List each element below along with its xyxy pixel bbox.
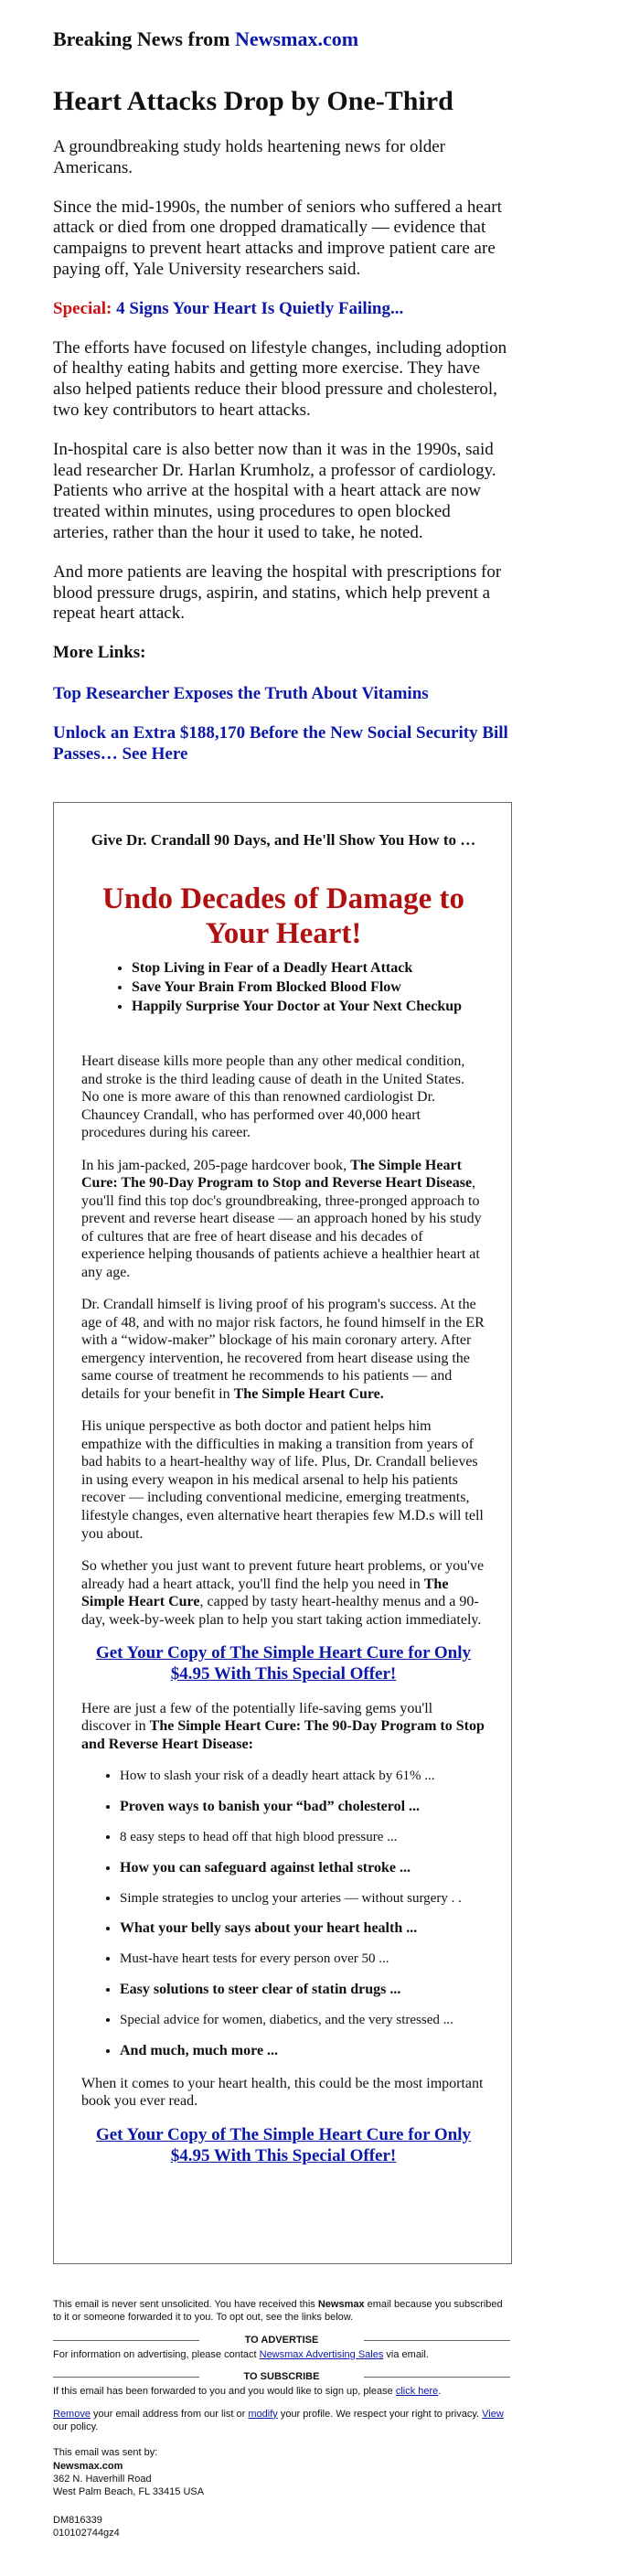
- promo-text: In his jam-packed, 205-page hardcover book,: [81, 1157, 351, 1173]
- footer-text: your email address from our list or: [90, 2408, 249, 2420]
- promo-text: , capped by tasty heart-healthy menus and a 90-day, week-by-week plan to help you start taking action immediately.: [81, 1594, 482, 1628]
- footer-text: via email.: [383, 2348, 429, 2360]
- book-title: The Simple Heart Cure: [81, 1576, 449, 1610]
- gems-list: [81, 1768, 485, 2060]
- article-paragraph-5: And more patients are leaving the hospital with prescriptions for blood pressure drugs, aspirin, and statins, which help prevent a repeat heart attack.: [53, 561, 502, 624]
- view-policy-link[interactable]: View: [482, 2408, 504, 2420]
- sent-by-label: This email was sent by:: [53, 2447, 158, 2459]
- promo-text: , you'll find this top doc's groundbreaking, three-pronged approach to prevent and reverse heart disease — an approach honed by his study of cultures that are free of heart disease and his decades of experience helping thousands of patients achieve a healthier heart at any age.: [81, 1175, 482, 1280]
- footer-text: This email is never sent unsolicited. You have received this: [53, 2299, 318, 2310]
- footer-text: our policy.: [53, 2421, 99, 2433]
- advertise-divider: [53, 2334, 510, 2346]
- promo-paragraph-6: [81, 1700, 485, 1754]
- promo-title: Undo Decades of Damage to Your Heart!: [102, 882, 464, 951]
- divider-rule: [53, 2340, 199, 2341]
- book-title: The Simple Heart Cure.: [233, 1385, 384, 1402]
- promo-paragraph-5: [81, 1557, 485, 1629]
- list-item: • Special advice for women, diabetics, and the very stressed ...: [120, 2012, 485, 2029]
- page-title: Heart Attacks Drop by One-Third: [53, 86, 453, 116]
- list-item: • Easy solutions to steer clear of statin drugs ...: [120, 1981, 485, 1999]
- footer-text: your profile. We respect your right to privacy.: [277, 2408, 483, 2420]
- article-paragraph-4: In-hospital care is also better now than it was in the 1990s, said lead researcher Dr. Harlan Krumholz, a professor of cardiology. Patients who arrive at the hospital with a heart attack are now treated within minutes, using procedures to open blocked arteries, rather than the hour it used to take, he noted.: [53, 439, 496, 542]
- footer-brand: Newsmax: [317, 2299, 365, 2310]
- subscribe-text: [53, 2385, 510, 2398]
- email-footer: [53, 2298, 510, 2539]
- promo-text: Dr. Crandall himself is living proof of his program's success. At the age of 48, and with no major risk factors, he found himself in the ER with a “widow-maker” blockage of his main coronary artery. After emergency intervention, he recovered from heart disease using the same course of treatment he recommends to his patients — and details for your benefit in: [81, 1297, 485, 1402]
- modify-link[interactable]: modify: [248, 2408, 278, 2420]
- promo-bullet-list: [81, 959, 485, 1016]
- newsmax-brand-link[interactable]: Newsmax.com: [235, 27, 359, 50]
- promo-paragraph-3: [81, 1296, 485, 1403]
- list-item: • How to slash your risk of a deadly heart attack by 61% ...: [120, 1768, 485, 1785]
- footer-text: For information on advertising, please contact: [53, 2348, 260, 2360]
- promo-paragraph-4: His unique perspective as both doctor and patient helps him empathize with the difficulties in making a transition from years of bad habits to a heart-healthy way of life. Plus, Dr. Crandall believes in using every weapon in his medical arsenal to help his patients recover — including conventional medicine, emerging treatments, lifestyle changes, even alternative heart therapies few M.D.s will tell you about.: [81, 1418, 484, 1542]
- order-offer-link-2[interactable]: Get Your Copy of The Simple Heart Cure for Only $4.95 With This Special Offer!: [95, 2125, 472, 2165]
- footer-text: .: [438, 2386, 442, 2398]
- promo-paragraph-1: Heart disease kills more people than any other medical condition, and stroke is the third leading cause of death in the United States. No one is more aware of this than renowned cardiologist Dr. Chauncey Crandall, who has performed over 40,000 heart procedures during his career.: [81, 1053, 465, 1141]
- article-body: [53, 137, 510, 783]
- subscribe-divider: [53, 2370, 510, 2383]
- article-paragraph-3: The efforts have focused on lifestyle changes, including adoption of healthy eating habits and getting more exercise. They have also helped patients reduce their blood pressure and cholesterol, two key contributors to heart attacks.: [53, 337, 507, 420]
- sender-address-line-1: 362 N. Haverhill Road: [53, 2473, 152, 2485]
- list-item: • Proven ways to banish your “bad” cholesterol ...: [120, 1798, 485, 1816]
- sender-address-line-2: West Palm Beach, FL 33415 USA: [53, 2486, 205, 2498]
- promo-bullet: • Happily Surprise Your Doctor at Your Next Checkup: [132, 998, 485, 1016]
- promo-paragraph-2: [81, 1157, 485, 1282]
- subscribe-link[interactable]: click here: [395, 2386, 439, 2398]
- advertising-sales-link[interactable]: Newsmax Advertising Sales: [259, 2348, 384, 2360]
- email-header: [53, 27, 358, 51]
- divider-rule: [53, 2377, 199, 2378]
- promo-text: Here are just a few of the potentially life-saving gems you'll discover in: [81, 1700, 433, 1735]
- footer-text: If this email has been forwarded to you and you would like to sign up, please: [53, 2386, 396, 2398]
- list-item: • And much, much more ...: [120, 2042, 485, 2060]
- tracking-code: 010102744gz4: [53, 2527, 120, 2539]
- list-item: • What your belly says about your heart health ...: [120, 1919, 485, 1938]
- tracking-code: DM816339: [53, 2514, 102, 2526]
- list-item: • 8 easy steps to head off that high blood pressure ...: [120, 1829, 485, 1846]
- unsolicited-notice: [53, 2298, 510, 2325]
- list-item: • Must-have heart tests for every person over 50 ...: [120, 1951, 485, 1968]
- divider-rule: [364, 2340, 510, 2341]
- list-item: • Simple strategies to unclog your arteries — without surgery . .: [120, 1890, 485, 1908]
- advertise-text: [53, 2348, 510, 2361]
- article-paragraph-1: A groundbreaking study holds heartening news for older Americans.: [53, 137, 445, 177]
- social-security-link[interactable]: Unlock an Extra $188,170 Before the New Social Security Bill Passes… See Here: [53, 722, 508, 764]
- promo-paragraph-7: When it comes to your heart health, this could be the most important book you ever read.: [81, 2075, 484, 2110]
- privacy-text: [53, 2408, 510, 2434]
- advertise-heading: TO ADVERTISE: [240, 2335, 325, 2346]
- order-offer-link[interactable]: Get Your Copy of The Simple Heart Cure for Only $4.95 With This Special Offer!: [95, 1643, 472, 1683]
- special-callout: [53, 299, 510, 320]
- promo-text: So whether you just want to prevent future heart problems, or you've already had a heart attack, you'll find the help you need in: [81, 1558, 485, 1592]
- sender-name: Newsmax.com: [53, 2460, 123, 2472]
- subscribe-heading: TO SUBSCRIBE: [239, 2371, 325, 2382]
- sender-block: [53, 2446, 510, 2498]
- header-prefix: Breaking News from: [53, 27, 236, 50]
- special-link[interactable]: 4 Signs Your Heart Is Quietly Failing...: [116, 298, 404, 318]
- special-label: Special:: [53, 298, 112, 318]
- article-paragraph-2: Since the mid-1990s, the number of seniors who suffered a heart attack or died from one dropped dramatically — evidence that campaigns to prevent heart attacks and improve patient care are paying off, Yale University researchers said.: [53, 197, 502, 279]
- divider-rule: [364, 2377, 510, 2378]
- list-item: • How you can safeguard against lethal stroke ...: [120, 1859, 485, 1877]
- more-links-heading: More Links:: [53, 643, 146, 663]
- book-title: The Simple Heart Cure: The 90-Day Program to Stop and Reverse Heart Disease: [81, 1157, 473, 1192]
- promo-intro: Give Dr. Crandall 90 Days, and He'll Show You How to …: [91, 831, 476, 849]
- remove-link[interactable]: Remove: [53, 2408, 91, 2420]
- footer-text: email because you subscribed to it or someone forwarded it to you. To opt out, see the links below.: [53, 2299, 503, 2324]
- vitamins-link[interactable]: Top Researcher Exposes the Truth About Vitamins: [53, 683, 429, 703]
- tracking-codes: [53, 2514, 510, 2540]
- promo-bullet: • Save Your Brain From Blocked Blood Flow: [132, 978, 485, 997]
- book-title: The Simple Heart Cure: The 90-Day Program to Stop and Reverse Heart Disease:: [81, 1718, 485, 1752]
- promo-bullet: • Stop Living in Fear of a Deadly Heart Attack: [132, 959, 485, 978]
- promo-box: [53, 802, 512, 2264]
